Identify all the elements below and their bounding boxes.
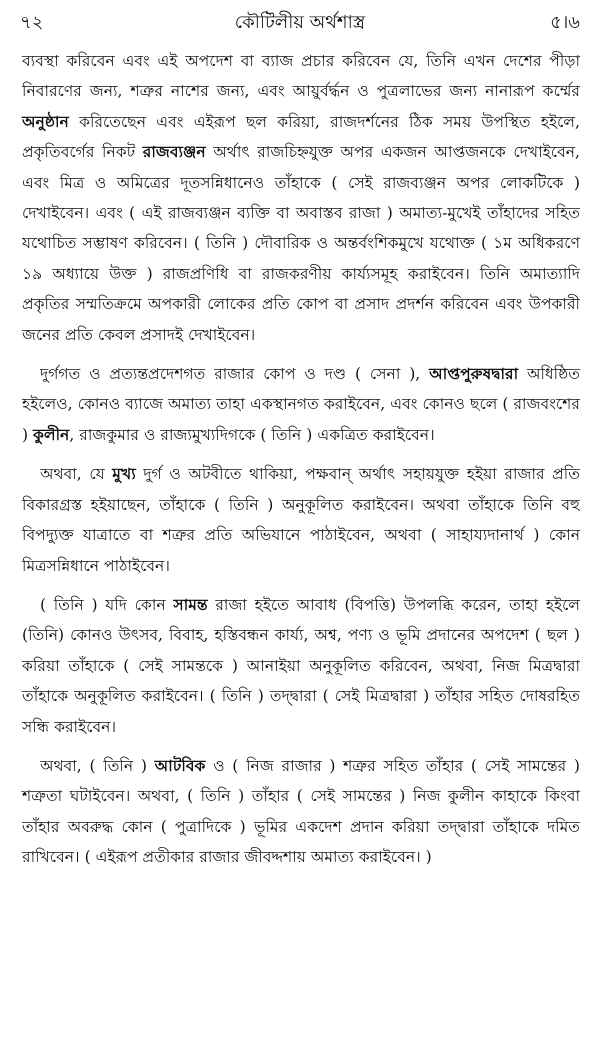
book-title: কৌটিলীয় অর্থশাস্ত্র <box>234 11 366 33</box>
running-head <box>20 6 580 40</box>
text-run: দুর্গগত ও প্রত্যন্তপ্রদেশগত রাজার কোপ ও দণ্ড ( সেনা ), <box>40 365 430 384</box>
bold-term: আপ্তপুরুষদ্বারা <box>429 364 519 384</box>
text-run: অধিষ্ঠিত হইলেও, কোনও ব্যাজে অমাত্য তাহা একস্থানগত করাইবেন, এবং কোনও ছলে ( রাজবংশের ) <box>22 365 580 444</box>
paragraph <box>22 590 580 742</box>
bold-term: আটবিক <box>154 755 206 775</box>
page-number-right: ৫।৬ <box>550 11 580 33</box>
paragraph <box>22 46 580 350</box>
paragraph <box>22 751 580 873</box>
text-run: অর্থাৎ রাজচিহ্নযুক্ত অপর একজন আপ্তজনকে দেখাইবেন, এবং মিত্র ও অমিত্রের দূতসন্নিধানেও তাঁহাকে ( সেই রাজব্যঞ্জন অপর লোকটিকে ) দেখাইবেন। এবং ( এই রাজব্যঞ্জন ব্যক্তি বা অবাস্তব রাজা ) অমাত্য-মুখেই তাঁহাদের সহিত যথোচিত সম্ভাষণ করিবেন। ( তিনি ) দৌবারিক ও অন্তর্বংশিকমুখে যথোক্ত ( ১ম অধিকরণে ১৯ অধ্যায়ে উক্ত ) রাজপ্রণিধি বা রাজকরণীয় কার্য্যসমূহ করাইবেন। তিনি অমাত্যাদি প্রকৃতির সম্মতিক্রমে অপকারী লোকের প্রতি কোপ বা প্রসাদ প্রদর্শন করিবেন এবং উপকারী জনের প্রতি কেবল প্রসাদই দেখাইবেন। <box>22 143 580 344</box>
body-text <box>22 46 580 882</box>
text-run: অথবা, ( তিনি ) <box>40 756 155 775</box>
text-run: ( তিনি ) যদি কোন <box>40 595 174 614</box>
text-run: , রাজকুমার ও রাজ্যমুখ্যদিগকে ( তিনি ) একত্রিত করাইবেন। <box>69 425 435 444</box>
text-run: ও ( নিজ রাজার ) শত্রুর সহিত তাঁহার ( সেই সামন্তের ) শত্রুতা ঘটাইবেন। অথবা, ( তিনি ) তাঁহার ( সেই সামন্তের ) নিজ কুলীন কাহাকে কিংবা তাঁহার অবরুদ্ধ কোন ( পুত্রাদিকে ) ভূমির একদেশ প্রদান করিয়া তদ্দ্বারা তাঁহাকে দমিত রাখিবেন। ( এইরূপ প্রতীকার রাজার জীবদ্দশায় অমাত্য করাইবেন। ) <box>22 756 581 867</box>
text-run: রাজা হইতে আবাধ (বিপত্তি) উপলব্ধি করেন, তাহা হইলে (তিনি) কোনও উৎসব, বিবাহ, হস্তিবন্ধন কার্য্য, অশ্ব, পণ্য ও ভূমি প্রদানের অপদেশ ( ছল ) করিয়া তাঁহাকে ( সেই সামন্তকে ) আনাইয়া অনুকূলিত করিবেন, অথবা, নিজ মিত্রদ্বারা তাঁহাকে অনুকূলিত করাইবেন। ( তিনি ) তদ্দ্বারা ( সেই মিত্রদ্বারা ) তাঁহার সহিত দোষরহিত সন্ধি করাইবেন। <box>22 595 580 736</box>
page-number-left: ৭২ <box>20 11 44 33</box>
bold-term: সামন্ত <box>173 594 208 614</box>
bold-term: কুলীন <box>33 424 70 444</box>
bold-term: অনুষ্ঠান <box>22 111 69 131</box>
text-run: অথবা, যে <box>40 465 113 484</box>
paragraph <box>22 359 580 450</box>
bold-term: মুখ্য <box>112 464 136 484</box>
bold-term: রাজব্যঞ্জন <box>142 142 206 162</box>
text-run: করিতেছেন এবং এইরূপ ছল করিয়া, রাজদর্শনের ঠিক সময় উপস্থিত হইলে, প্রকৃতিবর্গের নিকট <box>22 112 580 162</box>
paragraph <box>22 459 580 581</box>
text-run: দুর্গ ও অটবীতে থাকিয়া, পক্ষবান্ অর্থাৎ সহায়যুক্ত হইয়া রাজার প্রতি বিকারগ্রস্ত হইয়াছেন, তাঁহাকে ( তিনি ) অনুকূলিত করাইবেন। অথবা তাঁহাকে তিনি বহু বিপদ্যুক্ত যাত্রাতে বা শত্রুর প্রতি অভিযানে পাঠাইবেন, অথবা ( সাহায্যদানার্থ ) কোন মিত্রসন্নিধানে পাঠাইবেন। <box>22 465 580 575</box>
text-run: ব্যবস্থা করিবেন এবং এই অপদেশ বা ব্যাজ প্রচার করিবেন যে, তিনি এখন দেশের পীড়া নিবারণের জন্য, শত্রুর নাশের জন্য, এবং আয়ুর্বর্দ্ধন ও পুত্রলাভের জন্য নানারূপ কর্ম্মের <box>22 52 580 101</box>
